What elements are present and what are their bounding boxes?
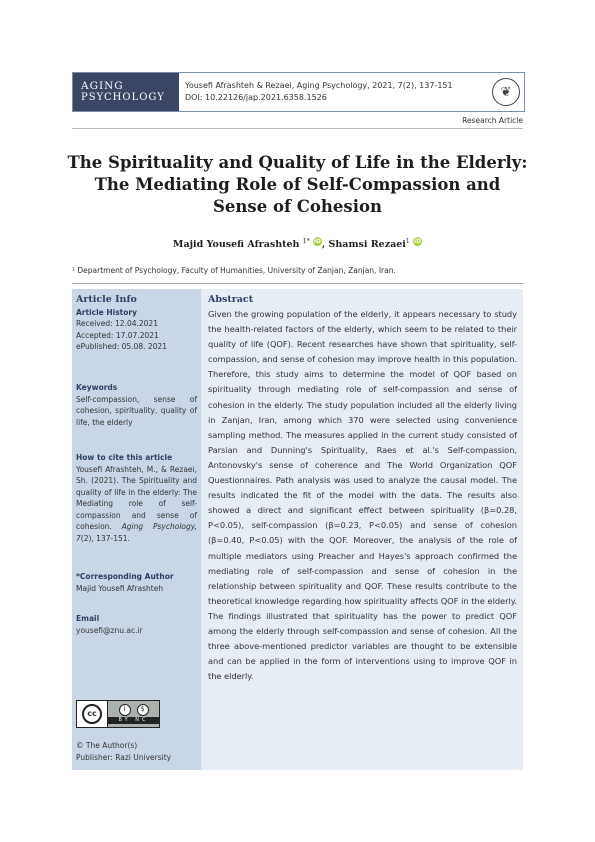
doi-line: DOI: 10.22126/jap.2021.6358.1526 bbox=[185, 93, 327, 102]
article-info-heading: Article Info bbox=[76, 294, 137, 305]
corresponding-name: Majid Yousefi Afrashteh bbox=[76, 583, 164, 593]
header-citation bbox=[179, 73, 488, 111]
author-name: Shamsi Rezaei bbox=[328, 239, 406, 251]
email-heading: Email bbox=[76, 614, 100, 623]
publisher-name: Publisher: Razi University bbox=[76, 752, 172, 762]
article-type: Research Article bbox=[462, 116, 523, 125]
title-line: The Spirituality and Quality of Life in the Elderly: bbox=[67, 153, 528, 172]
divider-mid bbox=[72, 283, 523, 284]
corresponding-heading: *Corresponding Author bbox=[76, 572, 174, 581]
epublished-date: ePublished: 05.08. 2021 bbox=[76, 342, 167, 351]
cite-pages: (2), 137-151. bbox=[80, 533, 130, 543]
affiliation: ¹ Department of Psychology, Faculty of Humanities, University of Zanjan, Zanjan, Iran. bbox=[72, 266, 396, 275]
logo-line1: AGING bbox=[81, 80, 124, 92]
keywords-text: Self-compassion, sense of cohesion, spirituality, quality of life, the elderly bbox=[76, 394, 197, 427]
received-date: Received: 12.04.2021 bbox=[76, 319, 158, 328]
cc-icon: cc bbox=[82, 704, 102, 724]
author-name: Majid Yousefi Afrashteh bbox=[172, 239, 300, 251]
article-info-panel bbox=[72, 289, 201, 770]
abstract-text: Given the growing population of the elderly, it appears necessary to study the health-related factors of the elderly, which seem to be related to their quality of life (QOF). Recent researches have shown that spirituality, self-compassion, and sense of cohesion may improve health in this population. Therefore, this study aims to determine the model of QOF based on spirituality through mediating role of self-compassion and sense of cohesion in the elderly. The study population included all the elderly living in Zanjan, Iran, among which 370 were selected using convenience sampling method. The measures applied in the current study consisted of Parsian and Dunning's Spirituality, Raes et al.'s Self-compassion, Antonovsky's sense of coherence and The World Organization QOF Questionnaires. Path analysis was used to analyze the causal model. The results indicated the fit of the model with the data. The results also showed a direct and significant effect between spirituality (β=0.28, P<0.05), self-compassion (β=0.23, P<0.05) and sense of cohesion (β=0.40, P<0.05) with the QOF. Moreover, the analysis of the role of multiple mediators using Preacher and Hayes's approach confirmed the mediating role of self-compassion and sense of cohesion in the relationship between spirituality and QOF. These results contribute to the theoretical knowledge regarding how spirituality affects QOF in the elderly. The findings illustrated that spirituality has the power to predict QOF among the elderly through self-compassion and sense of cohesion. All the three above-mentioned predictor variables are thought to be extensible and can be applied in the form of interventions using to improve QOF in the elderly. bbox=[208, 309, 517, 682]
author-affil-mark: 1 bbox=[405, 238, 410, 245]
cite-text bbox=[76, 464, 197, 545]
attribution-icon: i bbox=[119, 704, 131, 716]
title-line: Sense of Cohesion bbox=[213, 197, 382, 216]
author-separator: , bbox=[321, 239, 329, 251]
license-by: BY bbox=[118, 717, 131, 723]
keywords-heading: Keywords bbox=[76, 383, 118, 392]
cite-heading: How to cite this article bbox=[76, 453, 173, 462]
logo-line2: PSYCHOLOGY bbox=[81, 92, 165, 103]
orcid-icon[interactable]: iD bbox=[313, 238, 321, 245]
copyright-notice: © The Author(s) bbox=[76, 741, 138, 750]
paper-title bbox=[60, 152, 535, 218]
author-list bbox=[0, 237, 595, 250]
cc-license-badge[interactable] bbox=[76, 700, 160, 728]
article-history-heading: Article History bbox=[76, 307, 138, 317]
divider-top bbox=[72, 128, 523, 129]
email-link[interactable]: yousefi@znu.ac.ir bbox=[76, 625, 143, 635]
noncommercial-icon: $ bbox=[137, 704, 149, 716]
journal-header bbox=[72, 72, 525, 112]
seal-icon: ❦ bbox=[492, 78, 520, 106]
abstract-heading: Abstract bbox=[208, 294, 254, 305]
university-seal bbox=[488, 73, 524, 111]
accepted-date: Accepted: 17.07.2021 bbox=[76, 330, 159, 340]
orcid-icon[interactable]: iD bbox=[414, 238, 422, 245]
citation-line: Yousefi Afrashteh & Rezaei, Aging Psychology, 2021, 7(2), 137-151 bbox=[185, 81, 453, 90]
journal-logo bbox=[73, 73, 179, 111]
cite-journal: Aging Psychology, 7 bbox=[76, 522, 197, 543]
title-line: The Mediating Role of Self-Compassion and bbox=[94, 175, 501, 194]
cite-body: Yousefi Afrashteh, M., & Rezaei, Sh. (2021). The Spirituality and quality of life in the elderly: The Mediating role of self-compassion and sense of cohesion. bbox=[76, 464, 197, 531]
author-affil-mark: 1* bbox=[302, 238, 310, 245]
abstract-panel bbox=[201, 289, 523, 770]
license-nc: NC bbox=[135, 717, 149, 723]
